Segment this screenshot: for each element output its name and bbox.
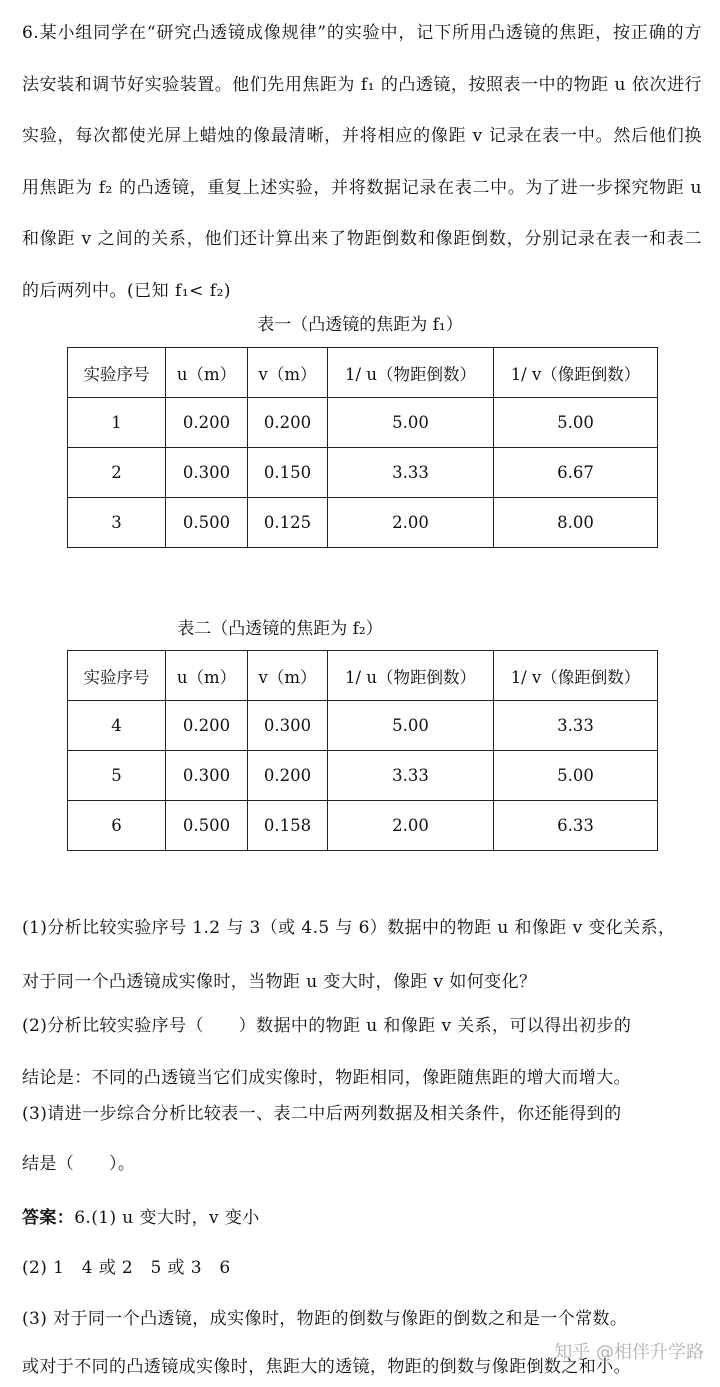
table-cell: 4	[68, 701, 166, 751]
watermark: 知乎 @相伴升学路	[554, 1342, 704, 1363]
table1-header-row	[68, 348, 658, 398]
table-cell: 3	[68, 498, 166, 548]
answer-2: (2) 1 4 或 2 5 或 3 6	[22, 1258, 231, 1278]
table-row	[68, 801, 658, 851]
table-row	[68, 498, 658, 548]
table-cell: 5	[68, 751, 166, 801]
table-cell: 0.500	[166, 498, 248, 548]
question-3-line-2: 结是（ ）。	[22, 1154, 136, 1174]
table-cell: 3.33	[494, 701, 658, 751]
table-cell: 3.33	[328, 448, 494, 498]
table2-caption: 表二（凸透镜的焦距为 f₂）	[177, 619, 383, 639]
table-cell: 8.00	[494, 498, 658, 548]
table-cell: 0.500	[166, 801, 248, 851]
table-cell: 3.33	[328, 751, 494, 801]
table-cell: 0.200	[166, 701, 248, 751]
answer-1: 6.(1) u 变大时，v 变小	[74, 1208, 260, 1228]
question-2-line-2: 结论是：不同的凸透镜当它们成实像时，物距相同，像距随焦距的增大而增大。	[22, 1068, 631, 1088]
table-cell: 6.33	[494, 801, 658, 851]
question-3-line-1: (3)请进一步综合分析比较表一、表二中后两列数据及相关条件，你还能得到的	[22, 1104, 622, 1124]
table-cell: 5.00	[494, 398, 658, 448]
table2-header-row	[68, 651, 658, 701]
answer-line-1	[22, 1202, 712, 1234]
table-cell: 6	[68, 801, 166, 851]
table1-header-cell: 1/ u（物距倒数）	[328, 348, 494, 398]
table-cell: 0.300	[166, 751, 248, 801]
table-cell: 0.300	[248, 701, 328, 751]
table-cell: 0.200	[248, 398, 328, 448]
question-1-line-2: 对于同一个凸透镜成实像时，当物距 u 变大时，像距 v 如何变化？	[22, 972, 537, 992]
table-cell: 0.150	[248, 448, 328, 498]
table-cell: 0.125	[248, 498, 328, 548]
table-cell: 0.200	[248, 751, 328, 801]
table-cell: 6.67	[494, 448, 658, 498]
table1-header-cell: 1/ v（像距倒数）	[494, 348, 658, 398]
table2-header-cell: u（m）	[166, 651, 248, 701]
answer-4: 或对于不同的凸透镜成实像时，焦距大的透镜，物距的倒数与像距倒数之和小。	[22, 1357, 631, 1377]
table-cell: 5.00	[328, 701, 494, 751]
table-row	[68, 701, 658, 751]
table2	[67, 650, 658, 851]
table-cell: 5.00	[328, 398, 494, 448]
table-cell: 2.00	[328, 498, 494, 548]
table-row	[68, 398, 658, 448]
question-2-line-1: (2)分析比较实验序号（ ）数据中的物距 u 和像距 v 关系，可以得出初步的	[22, 1016, 632, 1036]
table1	[67, 347, 658, 548]
table-cell: 0.158	[248, 801, 328, 851]
table-cell: 2.00	[328, 801, 494, 851]
table-row	[68, 448, 658, 498]
question-1-line-1: (1)分析比较实验序号 1.2 与 3（或 4.5 与 6）数据中的物距 u 和像距 v 变化关系，	[22, 918, 676, 938]
problem-statement: 6.某小组同学在“研究凸透镜成像规律”的实验中，记下所用凸透镜的焦距，按正确的方法安装和调节好实验装置。他们先用焦距为 f₁ 的凸透镜，按照表一中的物距 u 依次进行实验，每次都使光屏上蜡烛的像最清晰，并将相应的像距 v 记录在表一中。然后他们换用焦距为 f₂ 的凸透镜，重复上述实验，并将数据记录在表二中。为了进一步探究物距 u 和像距 v 之间的关系，他们还计算出来了物距倒数和像距倒数，分别记录在表一和表二的后两列中。(已知 f₁< f₂)	[22, 23, 702, 301]
table1-caption: 表一（凸透镜的焦距为 f₁）	[257, 315, 463, 335]
table-cell: 5.00	[494, 751, 658, 801]
table-cell: 0.200	[166, 398, 248, 448]
table2-header-cell: 1/ u（物距倒数）	[328, 651, 494, 701]
table-cell: 1	[68, 398, 166, 448]
table1-header-cell: 实验序号	[68, 348, 166, 398]
table2-header-cell: v（m）	[248, 651, 328, 701]
table2-header-cell: 实验序号	[68, 651, 166, 701]
answer-label: 答案：	[22, 1208, 75, 1228]
answer-3: (3) 对于同一个凸透镜，成实像时，物距的倒数与像距的倒数之和是一个常数。	[22, 1309, 628, 1329]
table-cell: 0.300	[166, 448, 248, 498]
table-cell: 2	[68, 448, 166, 498]
table1-header-cell: u（m）	[166, 348, 248, 398]
table2-header-cell: 1/ v（像距倒数）	[494, 651, 658, 701]
table-row	[68, 751, 658, 801]
table1-header-cell: v（m）	[248, 348, 328, 398]
